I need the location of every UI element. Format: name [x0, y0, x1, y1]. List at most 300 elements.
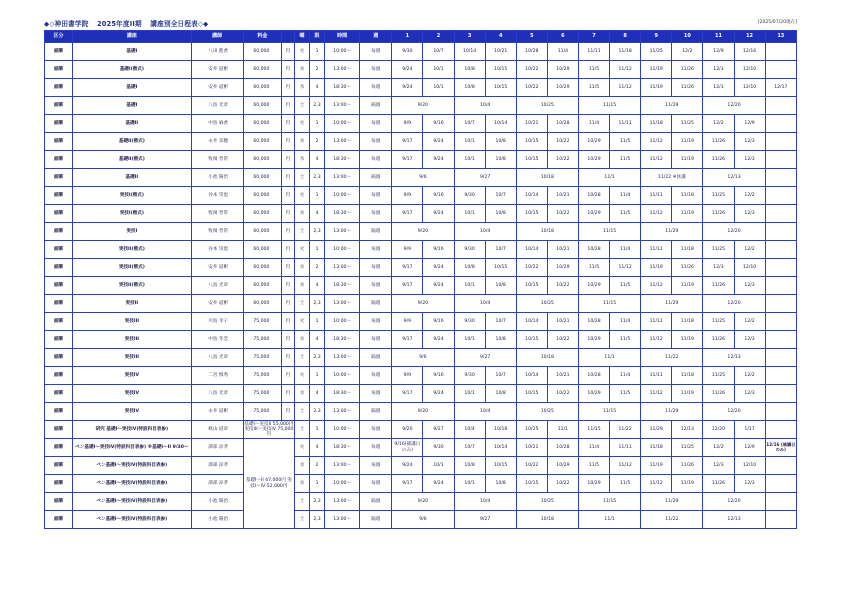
table-row — [45, 187, 797, 205]
lecture-date: 10/1 — [454, 475, 485, 493]
start-time: 10:00〜 — [325, 475, 360, 493]
period: 2,3 — [310, 403, 325, 421]
lecture-date: 9/30 — [454, 241, 485, 259]
lecture-date: 9/30 — [454, 187, 485, 205]
lecture-date: 10/7 — [454, 115, 485, 133]
lecture-date: 11/5 — [610, 475, 641, 493]
course-category: 細筆 — [45, 403, 73, 421]
table-body — [45, 43, 797, 529]
lecture-date: 11/1 — [578, 511, 640, 529]
lecture-date: 10/7 — [485, 241, 516, 259]
lecture-date: 12/3 — [734, 277, 765, 295]
start-time: 18:30〜 — [325, 277, 360, 295]
lecture-date: 11/5 — [610, 385, 641, 403]
teacher-name: 谷本 崇恵 — [191, 187, 243, 205]
lecture-date: 12/13 — [703, 169, 765, 187]
teacher-name: 牧岡 晋常 — [191, 151, 243, 169]
course-name: 基礎I — [73, 43, 191, 61]
period: 4 — [310, 439, 325, 457]
start-time: 10:00〜 — [325, 115, 360, 133]
lecture-date: 9/27 — [454, 349, 516, 367]
period: 2 — [310, 61, 325, 79]
currency: 円 — [281, 295, 294, 313]
course-name: 実技IV — [73, 385, 191, 403]
course-category: 細筆 — [45, 259, 73, 277]
course-category: 細筆 — [45, 493, 73, 511]
weekday: 火 — [294, 313, 309, 331]
lecture-date: 10/29 — [578, 205, 609, 223]
period: 2,3 — [310, 511, 325, 529]
lecture-date: 10/4 — [454, 97, 516, 115]
lecture-date: 10/28 — [516, 43, 547, 61]
teacher-name: 安井 道彬 — [191, 61, 243, 79]
table-row — [45, 493, 797, 511]
lecture-date: 10/22 — [547, 205, 578, 223]
table-row — [45, 43, 797, 61]
lecture-date: 11/26 — [672, 457, 703, 475]
column-header: 12 — [734, 31, 765, 43]
table-row — [45, 277, 797, 295]
lecture-date: 10/21 — [547, 187, 578, 205]
lecture-date: 10/29 — [547, 79, 578, 97]
column-header: 2 — [423, 31, 454, 43]
lecture-date: 12/20 — [703, 403, 765, 421]
lecture-date: 9/24 — [423, 331, 454, 349]
lecture-date: 11/22 — [641, 349, 703, 367]
frequency: 隔週 — [360, 493, 392, 511]
lecture-date: 11/25 — [703, 367, 734, 385]
lecture-date: 10/28 — [578, 241, 609, 259]
lecture-date — [765, 421, 796, 439]
start-time: 18:30〜 — [325, 331, 360, 349]
lecture-date: 11/12 — [641, 277, 672, 295]
lecture-date: 9/17 — [392, 151, 423, 169]
lecture-date: 10/1 — [454, 277, 485, 295]
lecture-date — [765, 61, 796, 79]
lecture-date: 12/13 — [703, 349, 765, 367]
start-time: 13:00〜 — [325, 403, 360, 421]
fee: 60,000 — [243, 115, 281, 133]
table-row — [45, 295, 797, 313]
lecture-date: 9/9 — [392, 313, 423, 331]
lecture-date: 12/20 — [703, 421, 734, 439]
lecture-date — [765, 43, 796, 61]
lecture-date: 10/1 — [454, 151, 485, 169]
teacher-name: 八島 光章 — [191, 385, 243, 403]
lecture-date: 10/22 — [516, 457, 547, 475]
lecture-date: 9/27 — [423, 421, 454, 439]
frequency: 毎週 — [360, 79, 392, 97]
lecture-date — [765, 493, 796, 511]
period: 4 — [310, 385, 325, 403]
teacher-name: 中島 冬恋 — [191, 331, 243, 349]
course-category: 細筆 — [45, 439, 73, 457]
weekday: 土 — [294, 421, 309, 439]
lecture-date: 10/8 — [454, 457, 485, 475]
lecture-date: 10/15 — [516, 385, 547, 403]
lecture-date: 10/18 — [516, 223, 578, 241]
page-title — [44, 18, 214, 28]
lecture-date: 11/29 — [641, 295, 703, 313]
lecture-date — [765, 187, 796, 205]
course-category: 細筆 — [45, 169, 73, 187]
lecture-date — [765, 97, 796, 115]
column-header: 区分 — [45, 31, 73, 43]
lecture-date: 11/29 — [641, 421, 672, 439]
lecture-date: 10/15 — [485, 457, 516, 475]
currency: 円 — [281, 313, 294, 331]
column-header: 10 — [672, 31, 703, 43]
lecture-date: 9/24 — [423, 277, 454, 295]
table-row — [45, 475, 797, 493]
fee: 60,000 — [243, 169, 281, 187]
frequency: 毎週 — [360, 241, 392, 259]
lecture-date: 10/1 — [423, 61, 454, 79]
table-row — [45, 223, 797, 241]
start-time: 10:00〜 — [325, 313, 360, 331]
lecture-date: 9/16 — [423, 313, 454, 331]
teacher-name: 安井 道彬 — [191, 79, 243, 97]
lecture-date: 10/18 — [485, 421, 516, 439]
lecture-date: 9/6 — [392, 169, 454, 187]
table-row — [45, 457, 797, 475]
table-row — [45, 511, 797, 529]
currency: 円 — [281, 277, 294, 295]
frequency: 毎週 — [360, 259, 392, 277]
frequency: 隔週 — [360, 223, 392, 241]
lecture-date: 10/22 — [547, 133, 578, 151]
course-name: 基礎II(楷式) — [73, 151, 191, 169]
lecture-date: 9/16 — [423, 367, 454, 385]
table-row — [45, 241, 797, 259]
teacher-name: 八島 光章 — [191, 349, 243, 367]
lecture-date: 11/18 — [610, 43, 641, 61]
period: 2,3 — [310, 295, 325, 313]
table-row — [45, 259, 797, 277]
lecture-date: 10/8 — [485, 385, 516, 403]
course-category: 細筆 — [45, 223, 73, 241]
fee: 60,000 — [243, 205, 281, 223]
lecture-date: 10/29 — [578, 277, 609, 295]
weekday: 土 — [294, 223, 309, 241]
lecture-date: 11/5 — [610, 277, 641, 295]
lecture-date: 11/19 — [672, 331, 703, 349]
note — [765, 475, 796, 493]
lecture-date: 9/24 — [423, 475, 454, 493]
frequency: 毎週 — [360, 43, 392, 61]
course-name: 実技I — [73, 223, 191, 241]
frequency: 隔週 — [360, 295, 392, 313]
lecture-date: 9/16 — [423, 187, 454, 205]
lecture-date: 11/18 — [672, 367, 703, 385]
weekday: 火 — [294, 187, 309, 205]
table-row — [45, 313, 797, 331]
frequency: 毎週 — [360, 61, 392, 79]
currency: 円 — [281, 133, 294, 151]
table-row — [45, 97, 797, 115]
course-name: 基礎II — [73, 169, 191, 187]
lecture-date: 10/14 — [516, 367, 547, 385]
teacher-name: 小池 陽治 — [191, 169, 243, 187]
lecture-date: 9/30 — [392, 43, 423, 61]
lecture-date: 10/29 — [547, 259, 578, 277]
period: 2 — [310, 259, 325, 277]
column-header: 7 — [578, 31, 609, 43]
lecture-date: 10/14 — [485, 115, 516, 133]
column-header: 3 — [454, 31, 485, 43]
table-row — [45, 349, 797, 367]
lecture-date: 12/2 — [734, 367, 765, 385]
lecture-date: 11/22 ※休講 — [641, 169, 703, 187]
course-name: 実技I(楷式) — [73, 187, 191, 205]
frequency: 毎週 — [360, 457, 392, 475]
course-name: 実技IV — [73, 367, 191, 385]
lecture-date: 10/25 — [516, 493, 578, 511]
table-row — [45, 151, 797, 169]
weekday: 水 — [294, 457, 309, 475]
lecture-date: 11/29 — [641, 97, 703, 115]
course-category: 細筆 — [45, 43, 73, 61]
lecture-date: 11/15 — [578, 403, 640, 421]
frequency: 毎週 — [360, 205, 392, 223]
course-category: 細筆 — [45, 79, 73, 97]
lecture-date: 12/13 — [672, 421, 703, 439]
lecture-date: 10/25 — [516, 403, 578, 421]
teacher-name: 八島 光章 — [191, 277, 243, 295]
currency: 円 — [281, 259, 294, 277]
column-header: 講師 — [191, 31, 243, 43]
period: 1 — [310, 115, 325, 133]
lecture-date: 10/15 — [516, 133, 547, 151]
lecture-date: 9/17 — [392, 475, 423, 493]
lecture-date: 10/8 — [485, 205, 516, 223]
lecture-date — [765, 241, 796, 259]
course-name: 実技I(楷式) — [73, 205, 191, 223]
lecture-date: 11/22 — [641, 511, 703, 529]
lecture-date: 11/11 — [610, 439, 641, 457]
column-header: 9 — [641, 31, 672, 43]
weekday: 水 — [294, 277, 309, 295]
teacher-name: 秋山 道章 — [191, 421, 243, 439]
column-header: 5 — [516, 31, 547, 43]
lecture-date: 12/3 — [734, 133, 765, 151]
column-header: 曜 — [294, 31, 309, 43]
lecture-date: 10/29 — [578, 133, 609, 151]
lecture-date: 9/17 — [392, 133, 423, 151]
teacher-name: 澤部 涼孝 — [191, 439, 243, 457]
lecture-date: 10/15 — [485, 61, 516, 79]
lecture-date: 11/4 — [578, 115, 609, 133]
fee: 60,000 — [243, 187, 281, 205]
fee: 60,000 — [243, 133, 281, 151]
start-time: 10:00〜 — [325, 367, 360, 385]
start-time: 13:00〜 — [325, 61, 360, 79]
table-row — [45, 403, 797, 421]
teacher-name: 八田 藍香 — [191, 43, 243, 61]
lecture-date: 10/28 — [547, 439, 578, 457]
course-category: 細筆 — [45, 475, 73, 493]
lecture-date: 11/12 — [641, 205, 672, 223]
weekday: 土 — [294, 97, 309, 115]
course-category: 細筆 — [45, 277, 73, 295]
lecture-date: 10/22 — [547, 151, 578, 169]
lecture-date: 11/12 — [641, 151, 672, 169]
lecture-date: 12/20 — [703, 223, 765, 241]
lecture-date: 11/26 — [703, 151, 734, 169]
lecture-date: 10/22 — [547, 277, 578, 295]
lecture-date: 12/3 — [734, 385, 765, 403]
note: 12/16 (補講日のみ) — [765, 439, 796, 457]
column-header: 4 — [485, 31, 516, 43]
lecture-date: 11/19 — [672, 385, 703, 403]
lecture-date: 11/11 — [610, 115, 641, 133]
course-name: ペン基礎I〜実技IV(特設科目表参) — [73, 475, 191, 493]
lecture-date: 11/19 — [672, 133, 703, 151]
lecture-date — [765, 349, 796, 367]
course-category: 細筆 — [45, 349, 73, 367]
currency: 円 — [281, 223, 294, 241]
lecture-date: 11/11 — [641, 313, 672, 331]
frequency: 毎週 — [360, 187, 392, 205]
frequency: 毎週 — [360, 115, 392, 133]
lecture-date: 12/3 — [703, 457, 734, 475]
course-name: 基礎I — [73, 79, 191, 97]
currency: 円 — [281, 385, 294, 403]
teacher-name: 中島 麻香 — [191, 115, 243, 133]
lecture-date: 10/14 — [485, 439, 516, 457]
period: 2,3 — [310, 493, 325, 511]
lecture-date: 12/20 — [703, 493, 765, 511]
currency: 円 — [281, 43, 294, 61]
lecture-date: 9/27 — [454, 169, 516, 187]
table-row — [45, 421, 797, 439]
frequency: 隔週 — [360, 97, 392, 115]
start-time: 18:30〜 — [325, 79, 360, 97]
lecture-date: 10/7 — [485, 367, 516, 385]
lecture-date: 9/24 — [423, 259, 454, 277]
teacher-name: 澤部 涼孝 — [191, 457, 243, 475]
teacher-name: 小池 陽治 — [191, 493, 243, 511]
frequency: 毎週 — [360, 421, 392, 439]
lecture-date: 10/25 — [516, 97, 578, 115]
column-header: 時間 — [325, 31, 360, 43]
lecture-date: 10/28 — [578, 187, 609, 205]
start-time: 13:00〜 — [325, 493, 360, 511]
fee: 60,000 — [243, 97, 281, 115]
period: 4 — [310, 79, 325, 97]
lecture-date: 11/15 — [578, 493, 640, 511]
lecture-date — [765, 151, 796, 169]
lecture-date: 1/17 — [734, 421, 765, 439]
lecture-date: 11/5 — [610, 205, 641, 223]
lecture-date — [765, 223, 796, 241]
course-category: 細筆 — [45, 115, 73, 133]
weekday: 火 — [294, 241, 309, 259]
lecture-date — [765, 385, 796, 403]
lecture-date: 11/18 — [641, 439, 672, 457]
course-name: ペン基礎I〜実技IV(特設科目表参) — [73, 493, 191, 511]
lecture-date: 10/14 — [516, 241, 547, 259]
table-row — [45, 385, 797, 403]
fee: 60,000 — [243, 277, 281, 295]
lecture-date: 9/17 — [392, 331, 423, 349]
lecture-date: 10/15 — [516, 205, 547, 223]
fee: 60,000 — [243, 79, 281, 97]
lecture-date: 10/7 — [454, 439, 485, 457]
lecture-date: 9/6 — [392, 511, 454, 529]
weekday: 土 — [294, 511, 309, 529]
lecture-date: 10/15 — [485, 259, 516, 277]
lecture-date: 10/15 — [516, 151, 547, 169]
fee: 75,000 — [243, 367, 281, 385]
lecture-date: 10/29 — [578, 151, 609, 169]
lecture-date: 9/24 — [423, 385, 454, 403]
start-time: 10:00〜 — [325, 241, 360, 259]
lecture-date: 11/19 — [641, 457, 672, 475]
currency: 円 — [281, 115, 294, 133]
title-school: ◆◇神田書学院 — [44, 20, 89, 28]
lecture-date: 11/26 — [672, 61, 703, 79]
fee: 60,000 — [243, 223, 281, 241]
course-name: ペン基礎I〜実技IV(特設科目表参) — [73, 511, 191, 529]
start-time: 13:00〜 — [325, 511, 360, 529]
period: 4 — [310, 205, 325, 223]
lecture-date: 12/10 — [734, 259, 765, 277]
table-row — [45, 439, 797, 457]
lecture-date: 10/29 — [578, 475, 609, 493]
lecture-date: 11/4 — [547, 43, 578, 61]
fee: 60,000 — [243, 151, 281, 169]
teacher-name: 川島 幸子 — [191, 313, 243, 331]
lecture-date: 11/25 — [672, 115, 703, 133]
fee-range: 基礎I〜II 47,000円 実技I〜IV 52,000円 — [243, 439, 294, 529]
lecture-date: 10/8 — [485, 151, 516, 169]
lecture-date: 9/24 — [423, 205, 454, 223]
lecture-date: 11/26 — [672, 79, 703, 97]
lecture-date: 11/25 — [672, 439, 703, 457]
course-name: 実技II — [73, 295, 191, 313]
lecture-date: 10/22 — [547, 385, 578, 403]
lecture-date: 9/30 — [454, 313, 485, 331]
weekday: 水 — [294, 259, 309, 277]
lecture-date: 9/16 — [423, 241, 454, 259]
currency: 円 — [281, 97, 294, 115]
lecture-date: 11/25 — [703, 187, 734, 205]
lecture-date: 10/21 — [547, 367, 578, 385]
lecture-date: 12/3 — [734, 151, 765, 169]
lecture-date: 10/15 — [516, 475, 547, 493]
weekday: 土 — [294, 349, 309, 367]
lecture-date: 11/11 — [641, 367, 672, 385]
lecture-date: 10/18 — [516, 511, 578, 529]
lecture-date: 11/25 — [703, 313, 734, 331]
fee: 75,000 — [243, 313, 281, 331]
lecture-date: 12/9 — [703, 43, 734, 61]
lecture-date: 12/9 — [734, 115, 765, 133]
fee: 75,000 — [243, 349, 281, 367]
lecture-date — [765, 403, 796, 421]
lecture-date — [765, 277, 796, 295]
period: 2 — [310, 457, 325, 475]
weekday: 土 — [294, 403, 309, 421]
course-name: 基礎II(楷式) — [73, 133, 191, 151]
period: 2,3 — [310, 349, 325, 367]
lecture-date: 9/9 — [392, 187, 423, 205]
lecture-date: 12/10 — [734, 61, 765, 79]
lecture-date: 11/11 — [578, 43, 609, 61]
start-time: 18:30〜 — [325, 385, 360, 403]
weekday: 水 — [294, 151, 309, 169]
